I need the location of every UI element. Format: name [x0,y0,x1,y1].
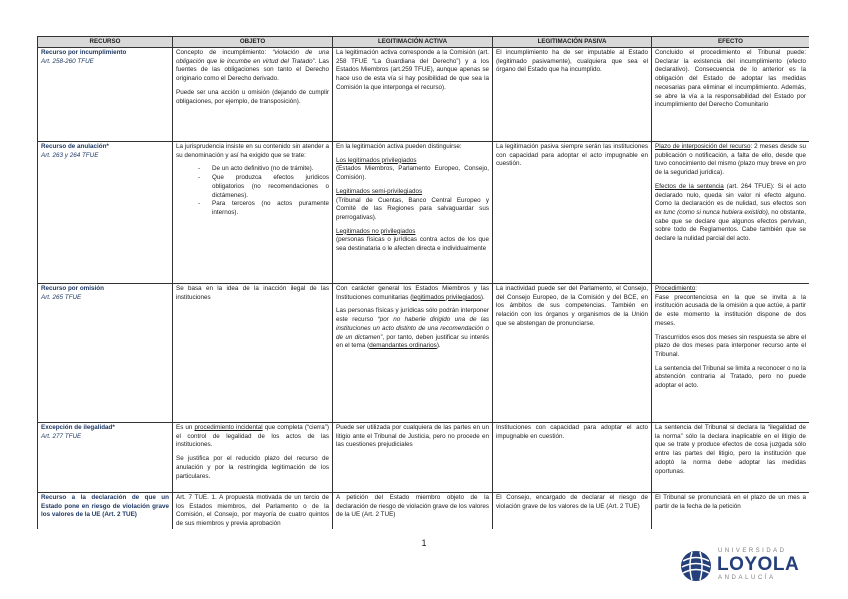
table-row [38,493,810,530]
activa-text: Con carácter general los Estados Miembros y las Instituciones comunitarias ( [336,285,489,301]
objeto-underline: procedimiento incidental [194,424,263,431]
table-row [38,142,810,284]
logo-bottom-text: ANDALUCÍA [718,575,776,581]
objeto-cell: Se basa en la idea de la inacción ilegal de las instituciones [173,284,333,423]
objeto-quote: “violación de una obligación que le incumbe en virtud del Tratado” [176,49,329,65]
activa-cell: La legitimación activa corresponde a la Comisión (art. 258 TFUE “La Guardiana del Derecho”) y a los Estados Miembros (art.259 TFUE), aunque apenas se hace uso de esta vía si hay posibilidad de que sea la Comisión la que interponga el recurso). [333,48,493,142]
table-header-row [38,37,810,48]
efecto-text: Trascurridos esos dos meses sin respuesta se abre el plazo de dos meses para interponer recurso ante el Tribunal. [655,333,806,358]
table-row [38,423,810,493]
activa-text: En la legitimación activa pueden distinguirse: [336,143,462,150]
efecto-cell: El Tribunal se pronunciará en el plazo de un mes a partir de la fecha de la petición [652,493,810,530]
efecto-cell: La sentencia del Tribunal si declara la “ilegalidad de la norma” sólo la declara inaplicable en el litigio de que se trate y produce efectos de cosa juzgada sólo entre las partes del litigio, pero la institución que adoptó la norma debe adoptar las medidas oportunas. [652,423,810,493]
objeto-text: que completa (“cierra”) el control de legalidad de los actos de las instituciones. [176,424,329,449]
recurso-article: Art. 263 y 264 TFUE [41,151,99,159]
activa-text: Las personas físicas y jurídicas sólo podrán interponer este recurso [336,307,489,324]
activa-underline: demandantes ordinarios [369,342,437,350]
pasiva-cell: El incumplimiento ha de ser imputable al Estado (legitimado pasivamente), cualquiera que sea el órgano del Estado que ha incumplido. [493,48,652,142]
page-number: 1 [421,538,427,548]
objeto-cell: Art. 7 TUE. 1. A propuesta motivada de un tercio de los Estados miembros, del Parlamento o de la Comisión, el Consejo, por mayoría de cuatro quintos de sus miembros y previa aprobación [173,493,333,530]
pasiva-cell: La inactividad puede ser del Parlamento, el Consejo, del Consejo Europeo, de la Comisión y del BCE, en los ámbitos de sus competencias. También en relación con los órganos y organismos de la Unión que se abstengan de pronunciarse. [493,284,652,423]
efecto-text: Fase precontenciosa en la que se invita a la institución acusada de la omisión a que actúe, a partir de este momento la institución dispone de dos meses. [655,293,806,327]
logo-main-text: LOYOLA [717,554,800,575]
activa-text: (Tribunal de Cuentas, Banco Central Europeo y Comité de las Regiones para salvaguardar sus prerrogativas). [336,196,489,221]
objeto-text: Se justifica por el reducido plazo del recurso de anulación y por la restringida legitimación de los particulares. [176,455,329,480]
activa-cell: A petición del Estado miembro objeto de la declaración de riesgo de violación grave de los valores de la UE (Art. 2 TUE) [333,493,493,530]
objeto-cell [173,48,333,142]
activa-cell [333,284,493,423]
table-row [38,48,810,142]
objeto-text: Concepto de incumplimiento: [176,49,273,56]
activa-quote: “por no haberle dirigido una de las instituciones un acto distinto de una recomendación o de un dictamen” [336,316,489,341]
activa-subtitle: Legitimados semi-privilegiados [336,187,423,195]
table-row [38,284,810,423]
resources-table-wrapper [37,36,809,529]
objeto-text: La jurisprudencia insiste en su contenido sin atender a su denominación y así ha exigido que se trate: [176,143,329,159]
header-legitimacion-pasiva: LEGITIMACIÓN PASIVA [493,37,652,48]
recurso-article: Art. 277 TFUE [41,432,82,440]
efecto-text: : 2 meses desde su publicación o notificación, a falta de ello, desde que tuvo conocimiento del mismo (plazo muy breve en [655,143,806,168]
activa-text: ). [436,342,441,350]
activa-underline: legitimados privilegiados [412,293,481,301]
logo-globe-icon [680,550,712,582]
recurso-cell [38,423,173,493]
efecto-cell: Procedimiento: Fase precontenciosa en la que se invita a la institución acusada de la omisión a que actúe, a partir de este momento la institución dispone de dos meses. Trascurridos esos dos meses sin respuesta se abre el plazo de dos meses para interponer recurso ante el Tribunal. La sentencia del Tribunal se limita a reconocer o no la abstención contraria al Tratado, pero no puede adoptar el acto. [652,284,810,423]
recurso-cell [38,48,173,142]
efecto-text: de la seguridad jurídica). [655,169,724,177]
activa-text: (Estados Miembros, Parlamento Europeo, Consejo, Comisión). [336,165,489,182]
efecto-subtitle: Efectos de la sentencia [655,182,724,190]
pasiva-cell: La legitimación pasiva siempre serán las instituciones con capacidad para adoptar el acto impugnable en cuestión. [493,142,652,284]
efecto-cell [652,142,810,284]
objeto-list [176,165,329,217]
header-legitimacion-activa: LEGITIMACIÓN ACTIVA [333,37,493,48]
objeto-text: Es un [176,424,195,431]
efecto-text: La sentencia del Tribunal se limita a reconocer o no la abstención contraria al Tratado, pero no puede adoptar el acto. [655,364,806,390]
logo-top-text: UNIVERSIDAD [718,548,787,554]
efecto-text: , no obstante, cabe que se declare que algunos efectos pervivan, sobre todo de Reglamentos. Cabe también que se declare la nulidad parcial del acto. [655,208,806,243]
recurso-name: Recurso por omisión [41,285,104,292]
recurso-name: Excepción de ilegalidad* [41,424,115,431]
recurso-name: Recurso a la declaración de que un Estado pone en riesgo de violación grave los valores de la UE (Art. 2 TUE) [41,494,169,519]
recurso-cell [38,142,173,284]
recurso-name: Recurso por incumplimiento [41,49,127,56]
university-logo [680,548,800,584]
activa-text: , por tanto, deben justificar su interés en el tema ( [336,333,490,350]
header-recurso: RECURSO [38,37,173,48]
header-efecto: EFECTO [652,37,810,48]
objeto-text: Puede ser una acción u omisión (dejando de cumplir obligaciones, por ejemplo, de transposición). [176,88,329,105]
activa-cell [333,142,493,284]
efecto-subtitle: Plazo de interposición del recurso [655,143,751,150]
pasiva-cell: Instituciones con capacidad para adoptar el acto impugnable en cuestión. [493,423,652,493]
objeto-cell [173,423,333,493]
objeto-text: . Las fuentes de las obligaciones son tanto el Derecho originario como el Derecho derivado. [176,57,329,83]
activa-subtitle: Los legitimados privilegiados [336,156,417,164]
pasiva-cell: El Consejo, encargado de declarar el riesgo de violación grave de los valores de la UE (Art. 2 TUE) [493,493,652,530]
efecto-text: (art. 264 TFUE): Si el acto declarado nulo, queda sin valor ni efecto alguno. Como la declaración es de nulidad, sus efectos son [655,182,806,208]
list-item: - Para terceros (no actos puramente internos). [212,200,329,217]
header-objeto: OBJETO [173,37,333,48]
activa-text: (personas físicas o jurídicas contra actos de los que sea destinataria o le afecten directa e individualmente [336,236,489,253]
list-item: - De un acto definitivo (no de trámite). [212,165,329,174]
efecto-italic: pro [796,160,806,168]
activa-text: ). [480,293,485,301]
activa-subtitle: Legitimados no privilegiados [336,227,416,235]
recurso-cell [38,493,173,530]
recurso-cell [38,284,173,423]
activa-cell: Puede ser utilizada por cualquiera de las partes en un litigio ante el Tribunal de Justicia, pero no procede en las cuestiones prejudiciales [333,423,493,493]
efecto-cell: Concluido el procedimiento el Tribunal puede: Declarar la existencia del incumplimiento (efecto declarativo). Consecuencia de lo anterior es la obligación del Estado de adoptar las medidas necesarias para eliminar el incumplimiento. Además, se abre la vía a la responsabilidad del Estado por incumplimiento del Derecho Comunitario [652,48,810,142]
recurso-name: Recurso de anulación* [41,143,109,150]
list-item: - Que produzca efectos jurídicos obligatorios (no recomendaciones o dictámenes). [212,174,329,200]
objeto-cell [173,142,333,284]
resources-table [37,36,809,529]
recurso-article: Art. 258-260 TFUE [41,57,94,65]
efecto-italic: ex tunc (como si nunca hubiera existido) [655,208,768,216]
recurso-article: Art. 265 TFUE [41,293,82,301]
efecto-subtitle: Procedimiento [655,285,696,292]
